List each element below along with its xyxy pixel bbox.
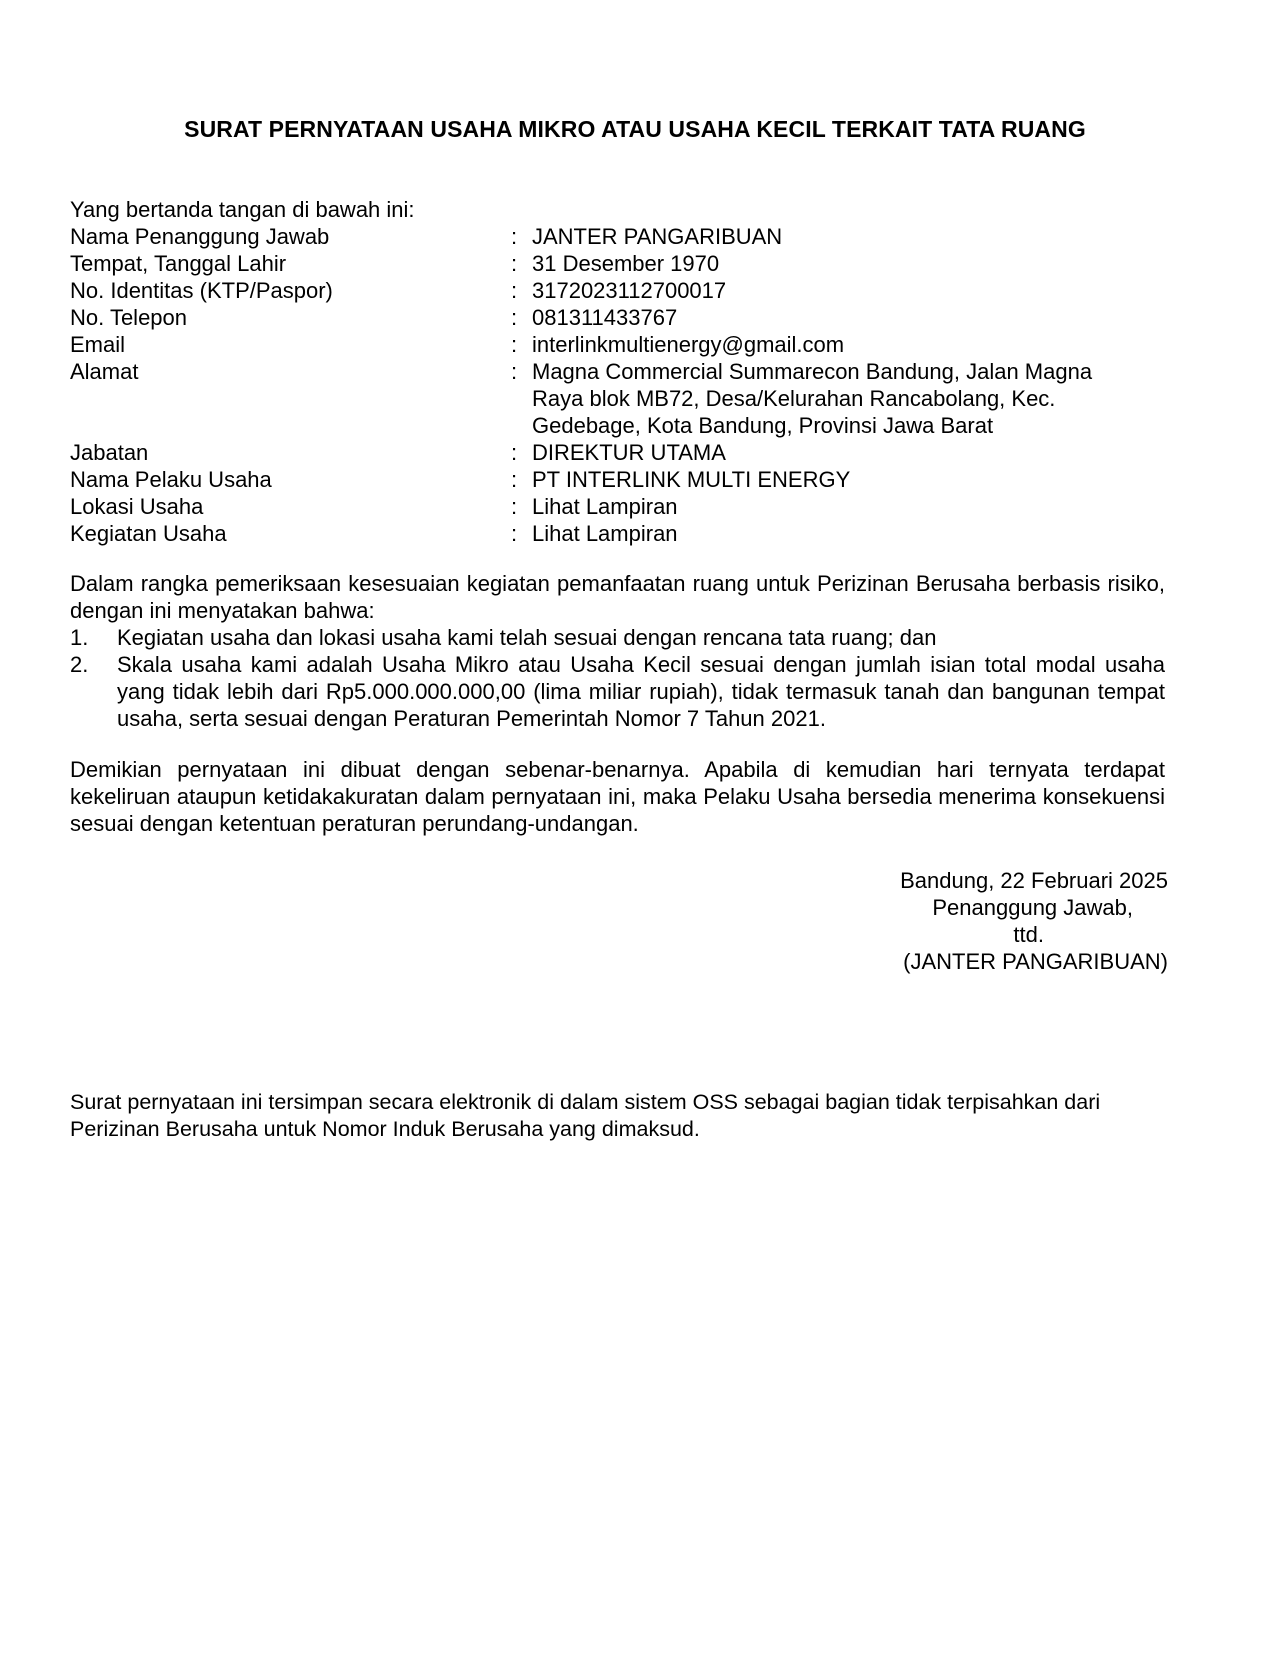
field-colon: : [511, 521, 518, 546]
field-value: Magna Commercial Summarecon Bandung, Jalan Magna Raya blok MB72, Desa/Kelurahan Rancabolang, Kec. Gedebage, Kota Bandung, Provinsi Jawa Barat [532, 359, 1093, 438]
field-colon: : [511, 305, 518, 330]
list-number: 1. [70, 625, 89, 650]
field-value: interlinkmultienergy@gmail.com [532, 332, 845, 357]
field-alamat [70, 358, 1170, 439]
field-label: Nama Penanggung Jawab [70, 224, 330, 249]
field-value: Lihat Lampiran [532, 521, 678, 546]
field-nama-pelaku-usaha [70, 466, 1170, 493]
field-label: Alamat [70, 359, 139, 384]
signature-place-date: Bandung, 22 Februari 2025 [900, 868, 1168, 893]
field-colon: : [511, 494, 518, 519]
list-text: Skala usaha kami adalah Usaha Mikro atau Usaha Kecil sesuai dengan jumlah isian total modal usaha yang tidak lebih dari Rp5.000.000.000,00 (lima miliar rupiah), tidak termasuk tanah dan bangunan tempat usaha, serta sesuai dengan Peraturan Pemerintah Nomor 7 Tahun 2021. [117, 652, 1165, 731]
field-kegiatan-usaha [70, 520, 1170, 547]
signature-block [760, 867, 1168, 975]
field-no-identitas [70, 277, 1170, 304]
field-value: Lihat Lampiran [532, 494, 678, 519]
field-label: Kegiatan Usaha [70, 521, 227, 546]
field-label: Email [70, 332, 126, 357]
field-label: Nama Pelaku Usaha [70, 467, 272, 492]
signature-role: Penanggung Jawab, [932, 895, 1133, 920]
document-title: SURAT PERNYATAAN USAHA MIKRO ATAU USAHA KECIL TERKAIT TATA RUANG [184, 116, 1086, 142]
list-item [70, 624, 1165, 651]
field-lokasi-usaha [70, 493, 1170, 520]
field-no-telepon [70, 304, 1170, 331]
footer-note: Surat pernyataan ini tersimpan secara elektronik di dalam sistem OSS sebagai bagian tidak terpisahkan dari Perizinan Berusaha untuk Nomor Induk Berusaha yang dimaksud. [70, 1090, 1101, 1141]
list-item [70, 651, 1165, 732]
field-colon: : [511, 224, 518, 249]
field-colon: : [511, 278, 518, 303]
field-tempat-tanggal-lahir [70, 250, 1170, 277]
field-colon: : [511, 251, 518, 276]
field-nama-penanggung-jawab [70, 223, 1170, 250]
identity-fields [70, 223, 1170, 547]
field-colon: : [511, 467, 518, 492]
intro-text: Yang bertanda tangan di bawah ini: [70, 197, 415, 222]
field-label: Tempat, Tanggal Lahir [70, 251, 287, 276]
field-label: No. Telepon [70, 305, 188, 330]
field-colon: : [511, 332, 518, 357]
field-label: No. Identitas (KTP/Paspor) [70, 278, 333, 303]
signature-ttd: ttd. [1013, 922, 1044, 947]
field-value: PT INTERLINK MULTI ENERGY [532, 467, 851, 492]
statement-list [70, 624, 1165, 732]
field-value: 081311433767 [532, 305, 678, 330]
field-value: 3172023112700017 [532, 278, 727, 303]
field-label: Lokasi Usaha [70, 494, 204, 519]
field-value: DIREKTUR UTAMA [532, 440, 726, 465]
list-number: 2. [70, 652, 89, 677]
list-text: Kegiatan usaha dan lokasi usaha kami telah sesuai dengan rencana tata ruang; dan [117, 625, 937, 650]
closing-paragraph: Demikian pernyataan ini dibuat dengan sebenar-benarnya. Apabila di kemudian hari ternyata terdapat kekeliruan ataupun ketidakakuratan dalam pernyataan ini, maka Pelaku Usaha bersedia menerima konsekuensi sesuai dengan ketentuan peraturan perundang-undangan. [70, 757, 1165, 836]
field-value: 31 Desember 1970 [532, 251, 720, 276]
field-jabatan [70, 439, 1170, 466]
field-value: JANTER PANGARIBUAN [532, 224, 783, 249]
field-colon: : [511, 440, 518, 465]
signature-name: (JANTER PANGARIBUAN) [903, 949, 1168, 974]
field-label: Jabatan [70, 440, 149, 465]
statement-intro: Dalam rangka pemeriksaan kesesuaian kegiatan pemanfaatan ruang untuk Perizinan Berusaha berbasis risiko, dengan ini menyatakan bahwa: [70, 571, 1165, 623]
field-email [70, 331, 1170, 358]
field-colon: : [511, 359, 518, 384]
